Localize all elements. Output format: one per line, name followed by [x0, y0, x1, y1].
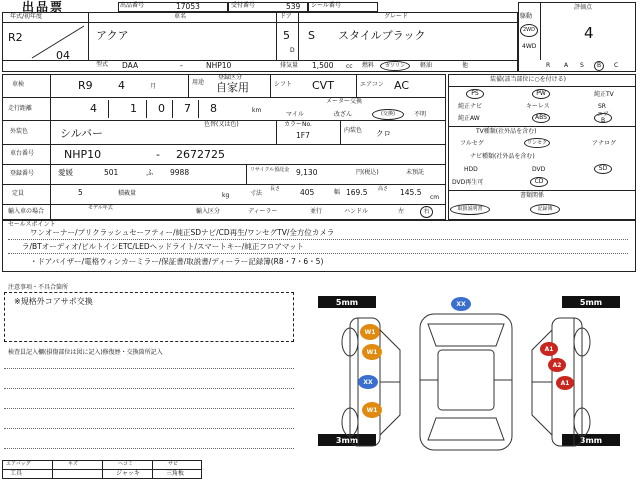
drive-2wd-option: 2WD [520, 24, 538, 37]
entry-number: 539 [286, 2, 301, 11]
year-label: 年式/初年度 [10, 13, 43, 20]
usage-label: 用途 [192, 79, 205, 86]
color: シルバー [60, 127, 103, 140]
meter-exchange-option: (交換) [372, 109, 404, 120]
damage-mark-xx-left: XX [358, 375, 378, 389]
length: 405 [300, 188, 315, 197]
page-title: 出品票 [22, 0, 65, 14]
plate-kana: ふ [146, 168, 154, 177]
damage-mark-a1-right-2: A1 [556, 376, 574, 390]
damage-mark-a2-right: A2 [548, 358, 566, 372]
chassis-label: 車台番号 [10, 150, 35, 157]
doc-manual-option: 取扱説明書 [450, 204, 490, 215]
recycle-unit: 円(税込) [356, 169, 379, 176]
equip-aw: 純正AW [458, 115, 480, 122]
damage-mark-w1-left-3: W1 [362, 402, 382, 418]
mileage-digit-4: 7 [184, 102, 191, 115]
cc-label: 排気量 [280, 62, 299, 69]
mileage-digit-2: 1 [130, 102, 137, 115]
entry-number-label: 受付番号 [231, 2, 256, 9]
damage-mark-w1-left-1: W1 [360, 324, 380, 340]
grade-prefix: S [308, 29, 315, 42]
chassis-prefix: NHP10 [64, 148, 102, 161]
inspection-era: R9 [78, 79, 93, 92]
model-prefix: DAA [122, 61, 139, 70]
height-label: 高さ [378, 186, 389, 192]
drive-4wd-option: 4WD [522, 43, 537, 50]
lot-number-label: 出品番号 [120, 2, 145, 9]
footer-value-1: 工具 [10, 470, 23, 477]
import-parallel-option: 並行 [310, 208, 323, 215]
mileage-digit-1: 4 [90, 102, 97, 115]
plate-number: 9988 [170, 168, 190, 177]
footer-label-3: ヘコミ [118, 461, 134, 467]
damage-mark-xx-front: XX [451, 297, 471, 311]
doc-label: 書類関係 [520, 192, 545, 199]
seal-number-label: シール番号 [311, 2, 341, 9]
car-name-label: 車名 [174, 13, 187, 20]
score: 4 [584, 24, 594, 42]
interior-label: 内装色 [344, 127, 363, 134]
model-code: NHP10 [206, 61, 232, 70]
inspector-label: 検査員記入欄(損傷部位は図に記入)修復歴・交換箇所記入 [8, 349, 163, 356]
rear-tread-top: 5mm [562, 296, 620, 308]
cc-unit: cc [346, 63, 353, 70]
recycle-status: 未預託 [406, 169, 425, 176]
equipment-title: 装備(該当部位に○を付ける) [490, 76, 566, 83]
drive-label: 駆動 [520, 13, 533, 20]
inspection-month: 4 [118, 79, 125, 92]
notes-title: 注意事項・不具合箇所 [8, 284, 69, 291]
import-label: 輸入車の場合 [8, 208, 45, 215]
handle-right-option: 右 [420, 206, 433, 218]
color-sub: 色替(又は色) [204, 121, 239, 128]
equip-sr: SR [598, 103, 606, 110]
model-year-label: モデル年式 [88, 205, 113, 211]
year-slash [30, 24, 86, 60]
footer-label-1: エアバッグ [6, 461, 31, 467]
equip-ps: PS [466, 89, 484, 99]
equip-airbag: エアB [594, 113, 612, 123]
sales-point-line-3: ・ドアバイザー/電格ウィンカーミラー/保証書/取説書/ディーラー記録簿(R8・7・6・5) [30, 257, 324, 266]
capacity: 5 [78, 188, 83, 197]
damage-mark-a1-right-1: A1 [540, 342, 558, 356]
footer-label-2: キズ [68, 461, 78, 467]
shift-label: シフト [274, 81, 293, 88]
height: 145.5 [400, 188, 422, 197]
dims-unit: cm [430, 194, 440, 201]
sales-point-line-1: ワンオーナー/プリクラッシュセーフティー/純正SDナビ/CD再生/ワンセグTV/全方位カメラ [30, 228, 335, 237]
meter-label: メーター交換 [326, 98, 363, 105]
score-opt-b: B [594, 61, 604, 71]
navi-dvd-option: DVD [532, 166, 546, 173]
equip-keyless: キーレス [526, 103, 550, 110]
model-dash: - [180, 61, 183, 70]
mileage-label: 走行距離 [8, 105, 33, 112]
equip-pw: PW [532, 89, 550, 99]
score-opt-c: C [614, 62, 619, 69]
meter-unknown-option: 不明 [414, 111, 427, 118]
model-label: 型式 [96, 61, 109, 68]
recycle: 9,130 [296, 168, 318, 177]
equip-abs: ABS [532, 113, 550, 123]
score-opt-s: S [580, 62, 584, 69]
mileage-unit: km [252, 107, 262, 114]
lot-number: 17053 [176, 2, 200, 11]
meter-mile-option: マイル [286, 111, 304, 118]
shift: CVT [312, 79, 334, 92]
width: 169.5 [346, 188, 368, 197]
notes-text: ※規格外コアサポ交換 [14, 297, 93, 306]
fuel-other-option: 他 [462, 62, 469, 69]
grade-name: スタイルブラック [338, 29, 426, 42]
mileage-digit-5: 8 [210, 102, 217, 115]
damage-mark-w1-left-2: W1 [362, 344, 382, 360]
plate-area: 愛媛 [58, 168, 73, 177]
tv-fullseg-option: フルセグ [460, 140, 484, 147]
dvd-label: DVD再生可 [452, 179, 484, 186]
ac: AC [394, 79, 410, 92]
ac-label: エアコン [360, 81, 384, 88]
inspection-label: 車検 [12, 81, 25, 88]
plate-label: 登録番号 [10, 170, 35, 177]
score-label: 評価点 [574, 4, 593, 11]
navi-sd-option: SD [594, 164, 612, 174]
navi-label: ナビ種類(社外品を含む) [470, 153, 535, 160]
interior: クロ [376, 129, 391, 138]
doors-label: ドア [280, 13, 292, 20]
chassis-number: 2672725 [176, 148, 225, 161]
equip-tv: 純正TV [594, 91, 614, 98]
doors-sub: D [290, 47, 295, 54]
color-label: 外装色 [10, 128, 29, 135]
capacity-label: 定員 [12, 190, 25, 197]
loading-label: 積載量 [118, 190, 137, 197]
mileage-digit-3: 0 [158, 102, 165, 115]
rear-tread-bottom: 3mm [562, 434, 620, 446]
color-no-label: カラーNo. [284, 121, 312, 128]
cc: 1,500 [312, 61, 334, 70]
dims-label: 寸法 [250, 190, 263, 197]
front-tread-bottom: 3mm [318, 434, 376, 446]
equip-navi: 純正ナビ [458, 103, 483, 110]
tv-oneseg-option: ワンセグ [524, 138, 550, 148]
footer-value-3: ジャッキ [116, 470, 140, 477]
color-no: 1F7 [296, 131, 310, 140]
usage: 自家用 [216, 81, 249, 94]
tv-analog-option: アナログ [592, 140, 617, 147]
sales-point-line-2: ラ/BTオーディオ/ビルトインETC/LEDヘッドライト/スマートキー/純正フロアマット [22, 242, 305, 251]
usage-sub: 登録区分 [218, 74, 243, 81]
doc-record-option: 記録簿 [530, 204, 560, 215]
length-label: 長さ [270, 186, 281, 192]
width-label: 幅 [334, 189, 341, 196]
grade-label: グレード [384, 13, 409, 20]
score-opt-a: A [564, 62, 569, 69]
year-era: R2 [8, 31, 23, 44]
chassis-dash: - [156, 148, 160, 161]
car-name: アクア [96, 29, 129, 42]
meter-tamper-option: 改ざん [334, 111, 353, 118]
import-type-label: 輸入区分 [196, 208, 221, 215]
handle-left-option: 左 [398, 208, 405, 215]
year-month: 04 [56, 49, 70, 62]
tv-label: TV種類(社外品を含む) [476, 128, 537, 135]
import-dealer-option: ディーラー [248, 208, 278, 215]
fuel-gasoline-option: ガソリン [380, 61, 410, 71]
fuel-diesel-option: 軽油 [420, 62, 433, 69]
loading-unit: kg [222, 192, 230, 199]
front-tread-top: 5mm [318, 296, 376, 308]
sales-points-title: セールスポイント [8, 221, 56, 228]
footer-value-4: 三角板 [166, 470, 185, 477]
plate-class: 501 [104, 168, 119, 177]
score-box [518, 2, 636, 72]
car-diagram [300, 290, 636, 470]
recycle-label: リサイクル預託金 [250, 167, 290, 173]
navi-hdd-option: HDD [464, 166, 478, 173]
footer-label-4: サビ [168, 461, 179, 467]
inspection-unit: 月 [150, 83, 157, 90]
handle-label: ハンドル [344, 208, 369, 215]
dvd-cd-option: CD [530, 177, 548, 187]
score-opt-r: R [546, 62, 551, 69]
fuel-label: 燃料 [362, 62, 375, 69]
doors: 5 [283, 29, 290, 42]
